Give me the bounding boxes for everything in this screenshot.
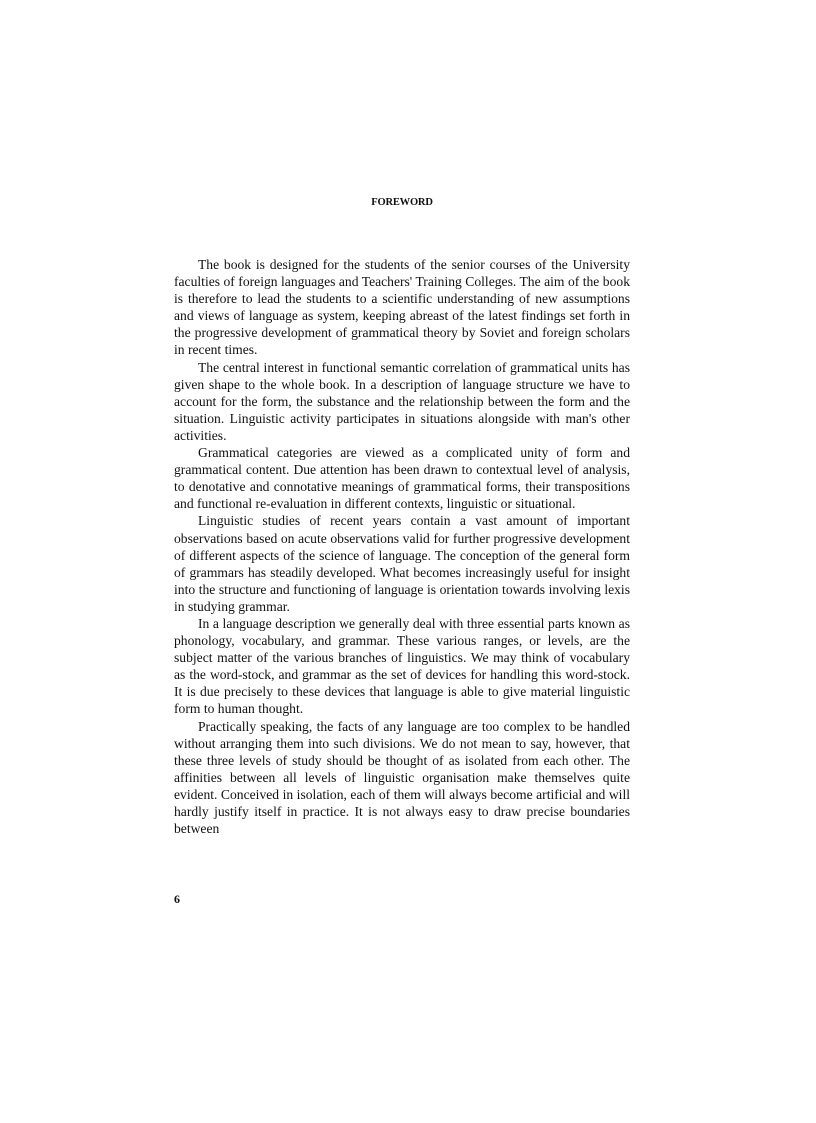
paragraph: Practically speaking, the facts of any language are too complex to be handled without arranging them into such divisions. We do not mean to say, however, that these three levels of study should be thought of as isolated from each other. The affinities between all levels of linguistic organisation make themselves quite evident. Conceived in isolation, each of them will always become artificial and will hardly justify itself in practice. It is not always easy to draw precise boundaries between — [174, 718, 630, 837]
paragraph: Linguistic studies of recent years contain a vast amount of important observations based on acute observations valid for further progressive development of different aspects of the science of language. The conception of the general form of grammars has steadily developed. What becomes increasingly useful for insight into the structure and functioning of language is orientation towards involving lexis in studying grammar. — [174, 513, 630, 614]
body-text — [174, 256, 630, 837]
page-number: 6 — [174, 892, 180, 906]
page-title: FOREWORD — [371, 197, 433, 208]
paragraph: In a language description we generally deal with three essential parts known as phonology, vocabulary, and grammar. These various ranges, or levels, are the subject matter of the various branches of linguistics. We may think of vocabulary as the word-stock, and grammar as the set of devices for handling this word-stock. It is due precisely to these devices that language is able to give material linguistic form to human thought. — [174, 615, 630, 717]
paragraph: The central interest in functional semantic correlation of grammatical units has given shape to the whole book. In a description of language structure we have to account for the form, the substance and the relationship between the form and the situation. Linguistic activity participates in situations alongside with man's other activities. — [174, 359, 630, 443]
paragraph: Grammatical categories are viewed as a complicated unity of form and grammatical content. Due attention has been drawn to contextual level of analysis, to denotative and connotative meanings of grammatical forms, their transpositions and functional re-evaluation in different contexts, linguistic or situational. — [174, 445, 630, 512]
paragraph: The book is designed for the students of the senior courses of the University faculties of foreign languages and Teachers' Training Colleges. The aim of the book is therefore to lead the students to a scientific understanding of new assumptions and views of language as system, keeping abreast of the latest findings set forth in the progressive development of grammatical theory by Soviet and foreign scholars in recent times. — [174, 257, 630, 358]
